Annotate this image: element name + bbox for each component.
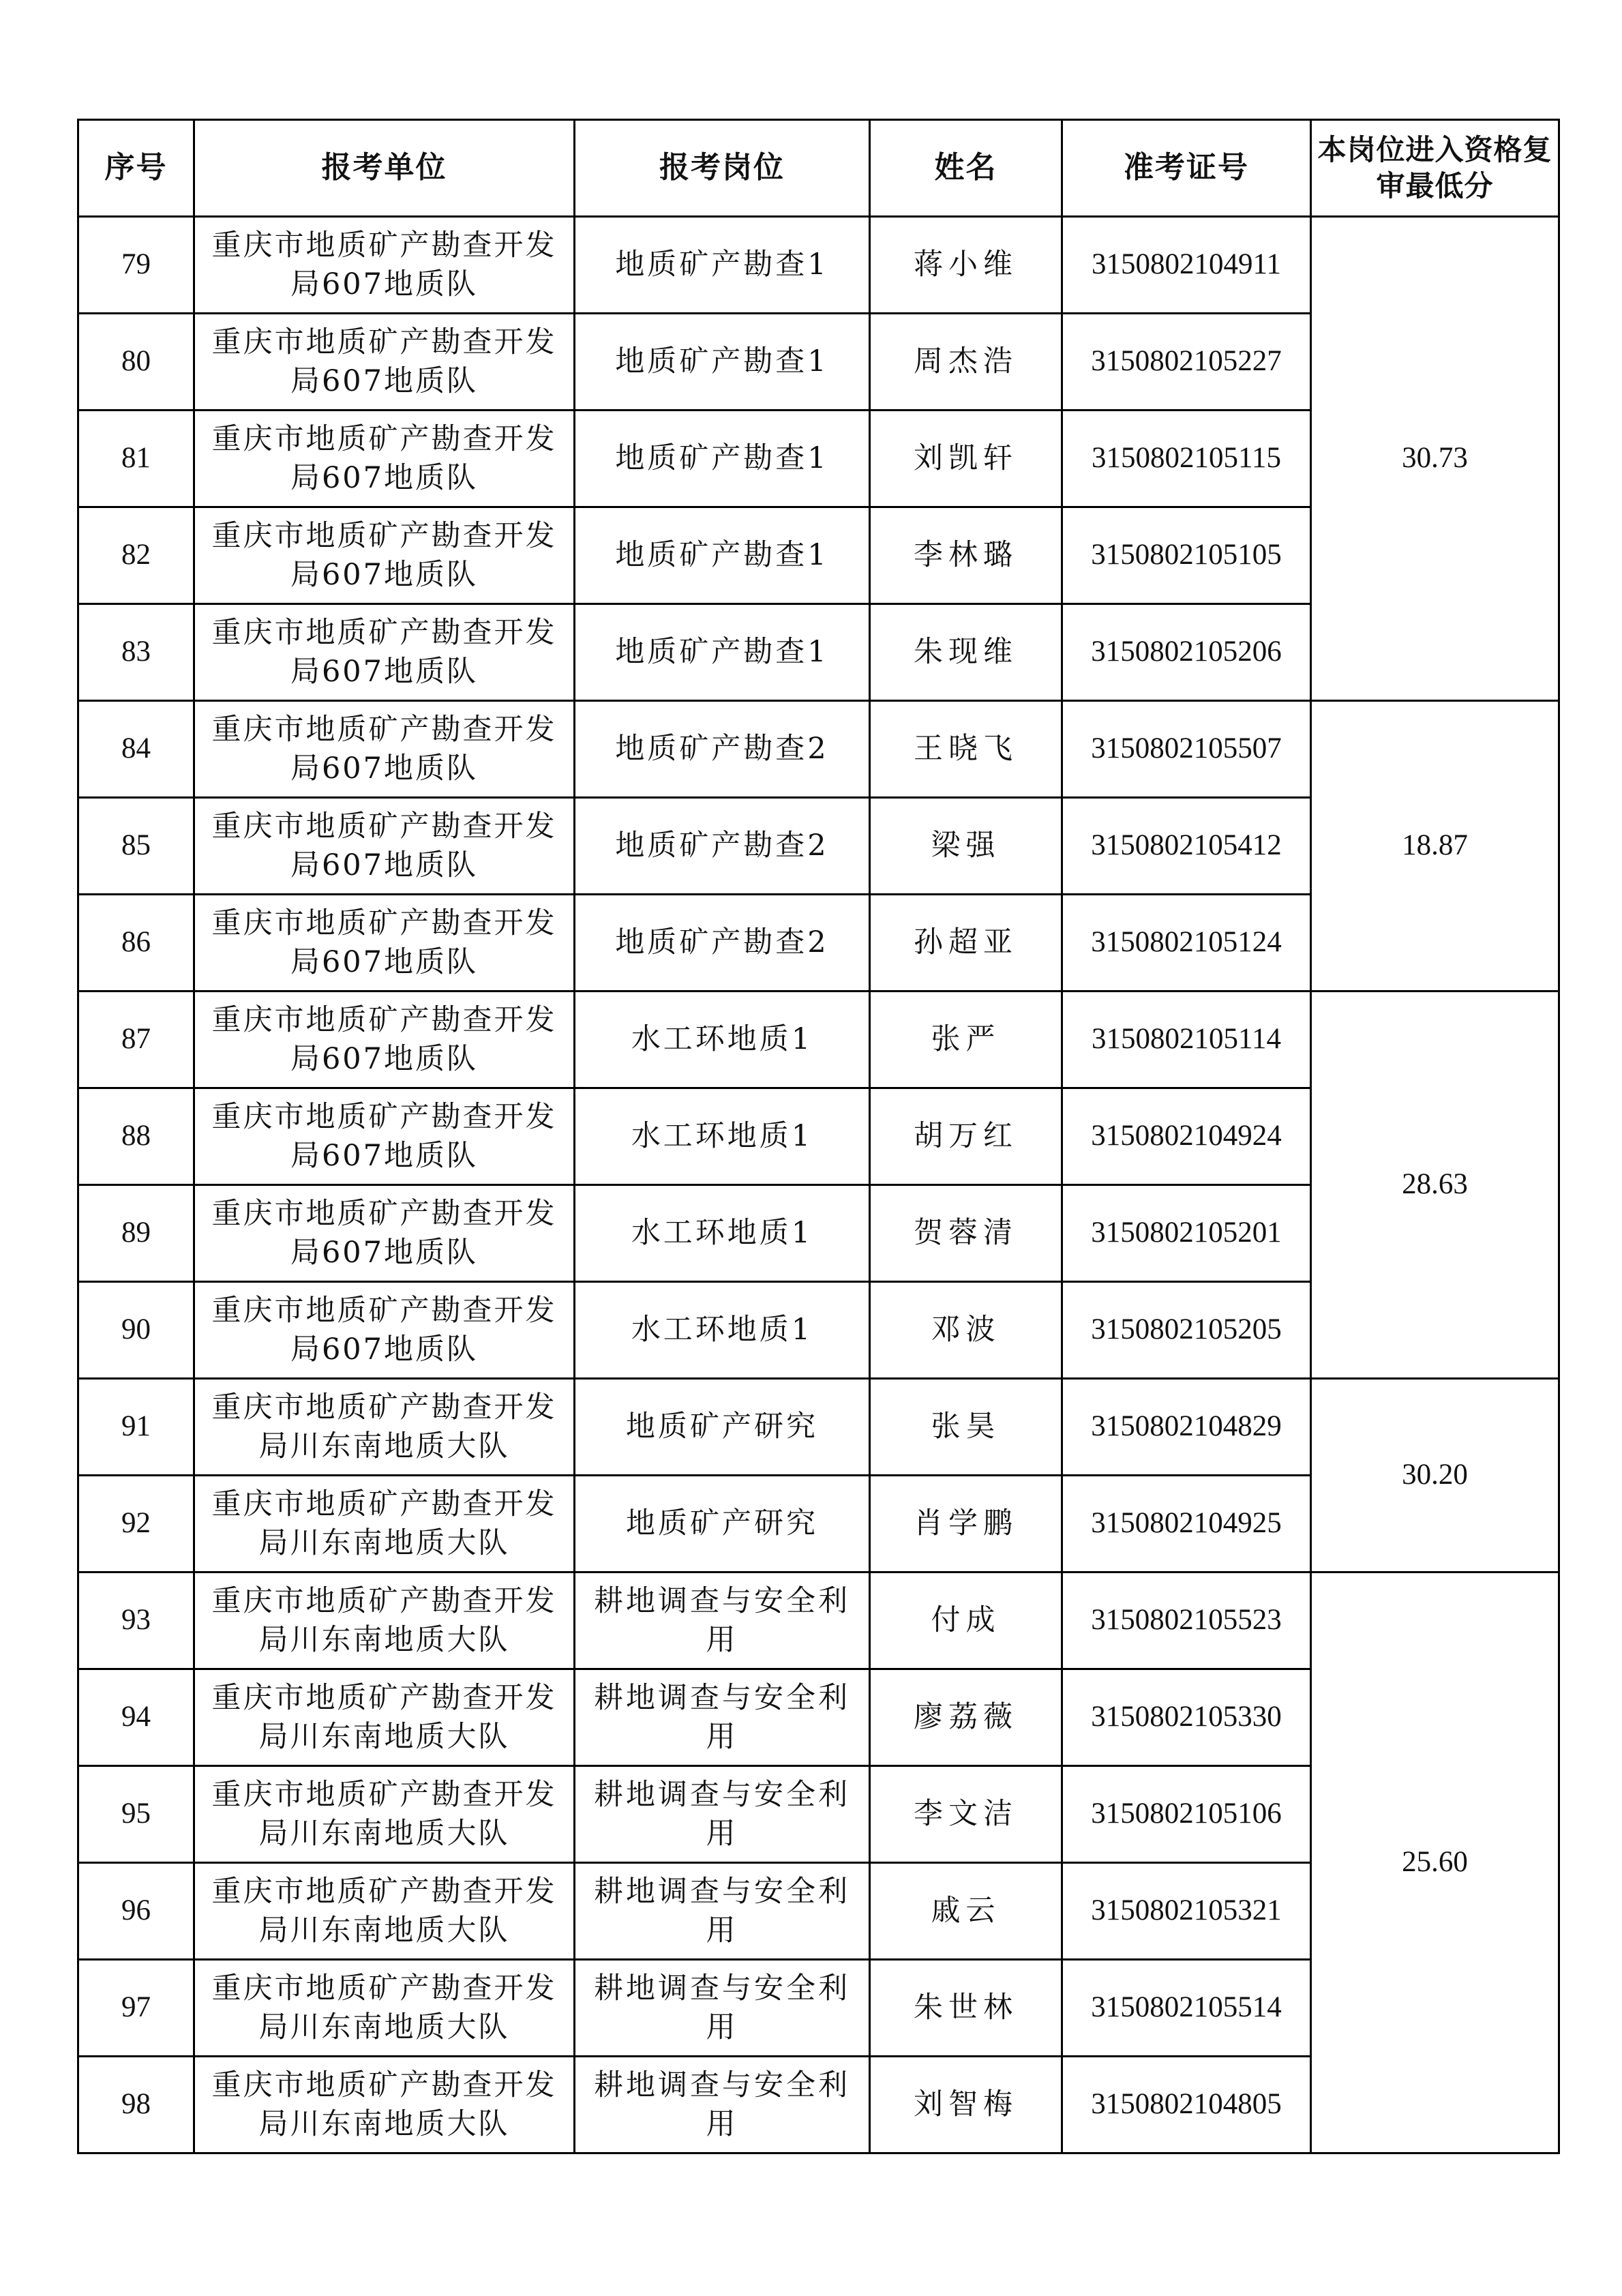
ticket-cell: 3150802104805 <box>1062 2057 1311 2153</box>
seq-cell: 84 <box>78 701 194 798</box>
seq-cell: 79 <box>78 217 194 314</box>
ticket-cell: 3150802105206 <box>1062 604 1311 701</box>
name-cell: 贺蓉清 <box>870 1185 1062 1282</box>
ticket-cell: 3150802105321 <box>1062 1863 1311 1960</box>
post-cell: 地质矿产勘查1 <box>575 507 870 604</box>
table-row <box>78 992 1559 1088</box>
unit-cell: 重庆市地质矿产勘查开发局川东南地质大队 <box>194 2057 575 2153</box>
ticket-cell: 3150802105330 <box>1062 1669 1311 1766</box>
name-cell: 刘智梅 <box>870 2057 1062 2153</box>
seq-cell: 91 <box>78 1379 194 1476</box>
unit-cell: 重庆市地质矿产勘查开发局607地质队 <box>194 411 575 507</box>
post-cell: 地质矿产勘查2 <box>575 701 870 798</box>
name-cell: 朱世林 <box>870 1960 1062 2057</box>
unit-cell: 重庆市地质矿产勘查开发局607地质队 <box>194 701 575 798</box>
ticket-cell: 3150802105523 <box>1062 1572 1311 1669</box>
seq-cell: 93 <box>78 1572 194 1669</box>
seq-cell: 94 <box>78 1669 194 1766</box>
post-cell: 地质矿产勘查2 <box>575 895 870 992</box>
seq-cell: 88 <box>78 1088 194 1185</box>
seq-cell: 90 <box>78 1282 194 1379</box>
ticket-cell: 3150802105205 <box>1062 1282 1311 1379</box>
ticket-cell: 3150802104911 <box>1062 217 1311 314</box>
ticket-cell: 3150802105114 <box>1062 992 1311 1088</box>
ticket-cell: 3150802105115 <box>1062 411 1311 507</box>
name-cell: 付成 <box>870 1572 1062 1669</box>
post-cell: 耕地调查与安全利用 <box>575 1669 870 1766</box>
post-cell: 地质矿产勘查1 <box>575 217 870 314</box>
header-seq: 序号 <box>78 120 194 217</box>
min-score-cell: 25.60 <box>1311 1572 1559 2153</box>
post-cell: 地质矿产勘查1 <box>575 604 870 701</box>
post-cell: 耕地调查与安全利用 <box>575 1960 870 2057</box>
name-cell: 张昊 <box>870 1379 1062 1476</box>
post-cell: 水工环地质1 <box>575 1282 870 1379</box>
table-row <box>78 1379 1559 1476</box>
post-cell: 地质矿产勘查1 <box>575 411 870 507</box>
name-cell: 李林璐 <box>870 507 1062 604</box>
header-unit: 报考单位 <box>194 120 575 217</box>
post-cell: 地质矿产研究 <box>575 1379 870 1476</box>
post-cell: 耕地调查与安全利用 <box>575 1572 870 1669</box>
seq-cell: 82 <box>78 507 194 604</box>
name-cell: 肖学鹏 <box>870 1476 1062 1572</box>
post-cell: 耕地调查与安全利用 <box>575 2057 870 2153</box>
ticket-cell: 3150802105124 <box>1062 895 1311 992</box>
min-score-cell: 30.20 <box>1311 1379 1559 1572</box>
ticket-cell: 3150802105106 <box>1062 1766 1311 1863</box>
post-cell: 水工环地质1 <box>575 992 870 1088</box>
unit-cell: 重庆市地质矿产勘查开发局川东南地质大队 <box>194 1476 575 1572</box>
min-score-cell: 30.73 <box>1311 217 1559 701</box>
seq-cell: 98 <box>78 2057 194 2153</box>
name-cell: 孙超亚 <box>870 895 1062 992</box>
ticket-cell: 3150802104829 <box>1062 1379 1311 1476</box>
results-table <box>77 119 1560 2154</box>
unit-cell: 重庆市地质矿产勘查开发局607地质队 <box>194 1088 575 1185</box>
results-body <box>78 217 1559 2153</box>
ticket-cell: 3150802105201 <box>1062 1185 1311 1282</box>
header-row <box>78 120 1559 217</box>
post-cell: 耕地调查与安全利用 <box>575 1863 870 1960</box>
header-min-score: 本岗位进入资格复审最低分 <box>1311 120 1559 217</box>
seq-cell: 89 <box>78 1185 194 1282</box>
unit-cell: 重庆市地质矿产勘查开发局607地质队 <box>194 1282 575 1379</box>
name-cell: 梁强 <box>870 798 1062 895</box>
header-name: 姓名 <box>870 120 1062 217</box>
header-post: 报考岗位 <box>575 120 870 217</box>
ticket-cell: 3150802105227 <box>1062 314 1311 411</box>
unit-cell: 重庆市地质矿产勘查开发局607地质队 <box>194 992 575 1088</box>
name-cell: 廖荔薇 <box>870 1669 1062 1766</box>
unit-cell: 重庆市地质矿产勘查开发局川东南地质大队 <box>194 1863 575 1960</box>
name-cell: 李文洁 <box>870 1766 1062 1863</box>
unit-cell: 重庆市地质矿产勘查开发局川东南地质大队 <box>194 1960 575 2057</box>
seq-cell: 81 <box>78 411 194 507</box>
name-cell: 胡万红 <box>870 1088 1062 1185</box>
seq-cell: 80 <box>78 314 194 411</box>
post-cell: 耕地调查与安全利用 <box>575 1766 870 1863</box>
post-cell: 地质矿产研究 <box>575 1476 870 1572</box>
seq-cell: 95 <box>78 1766 194 1863</box>
unit-cell: 重庆市地质矿产勘查开发局607地质队 <box>194 798 575 895</box>
unit-cell: 重庆市地质矿产勘查开发局川东南地质大队 <box>194 1379 575 1476</box>
header-ticket: 准考证号 <box>1062 120 1311 217</box>
ticket-cell: 3150802105514 <box>1062 1960 1311 2057</box>
post-cell: 水工环地质1 <box>575 1185 870 1282</box>
post-cell: 地质矿产勘查1 <box>575 314 870 411</box>
name-cell: 戚云 <box>870 1863 1062 1960</box>
name-cell: 朱现维 <box>870 604 1062 701</box>
name-cell: 张严 <box>870 992 1062 1088</box>
name-cell: 刘凯轩 <box>870 411 1062 507</box>
seq-cell: 96 <box>78 1863 194 1960</box>
post-cell: 地质矿产勘查2 <box>575 798 870 895</box>
table-row <box>78 217 1559 314</box>
unit-cell: 重庆市地质矿产勘查开发局607地质队 <box>194 895 575 992</box>
name-cell: 周杰浩 <box>870 314 1062 411</box>
unit-cell: 重庆市地质矿产勘查开发局607地质队 <box>194 217 575 314</box>
table-row <box>78 1572 1559 1669</box>
table-row <box>78 701 1559 798</box>
min-score-cell: 18.87 <box>1311 701 1559 992</box>
unit-cell: 重庆市地质矿产勘查开发局607地质队 <box>194 314 575 411</box>
name-cell: 王晓飞 <box>870 701 1062 798</box>
name-cell: 蒋小维 <box>870 217 1062 314</box>
unit-cell: 重庆市地质矿产勘查开发局川东南地质大队 <box>194 1669 575 1766</box>
ticket-cell: 3150802105105 <box>1062 507 1311 604</box>
seq-cell: 85 <box>78 798 194 895</box>
unit-cell: 重庆市地质矿产勘查开发局607地质队 <box>194 604 575 701</box>
min-score-cell: 28.63 <box>1311 992 1559 1379</box>
name-cell: 邓波 <box>870 1282 1062 1379</box>
unit-cell: 重庆市地质矿产勘查开发局川东南地质大队 <box>194 1766 575 1863</box>
unit-cell: 重庆市地质矿产勘查开发局607地质队 <box>194 507 575 604</box>
ticket-cell: 3150802105507 <box>1062 701 1311 798</box>
ticket-cell: 3150802104925 <box>1062 1476 1311 1572</box>
ticket-cell: 3150802104924 <box>1062 1088 1311 1185</box>
unit-cell: 重庆市地质矿产勘查开发局川东南地质大队 <box>194 1572 575 1669</box>
unit-cell: 重庆市地质矿产勘查开发局607地质队 <box>194 1185 575 1282</box>
post-cell: 水工环地质1 <box>575 1088 870 1185</box>
seq-cell: 92 <box>78 1476 194 1572</box>
seq-cell: 97 <box>78 1960 194 2057</box>
ticket-cell: 3150802105412 <box>1062 798 1311 895</box>
seq-cell: 86 <box>78 895 194 992</box>
seq-cell: 87 <box>78 992 194 1088</box>
seq-cell: 83 <box>78 604 194 701</box>
